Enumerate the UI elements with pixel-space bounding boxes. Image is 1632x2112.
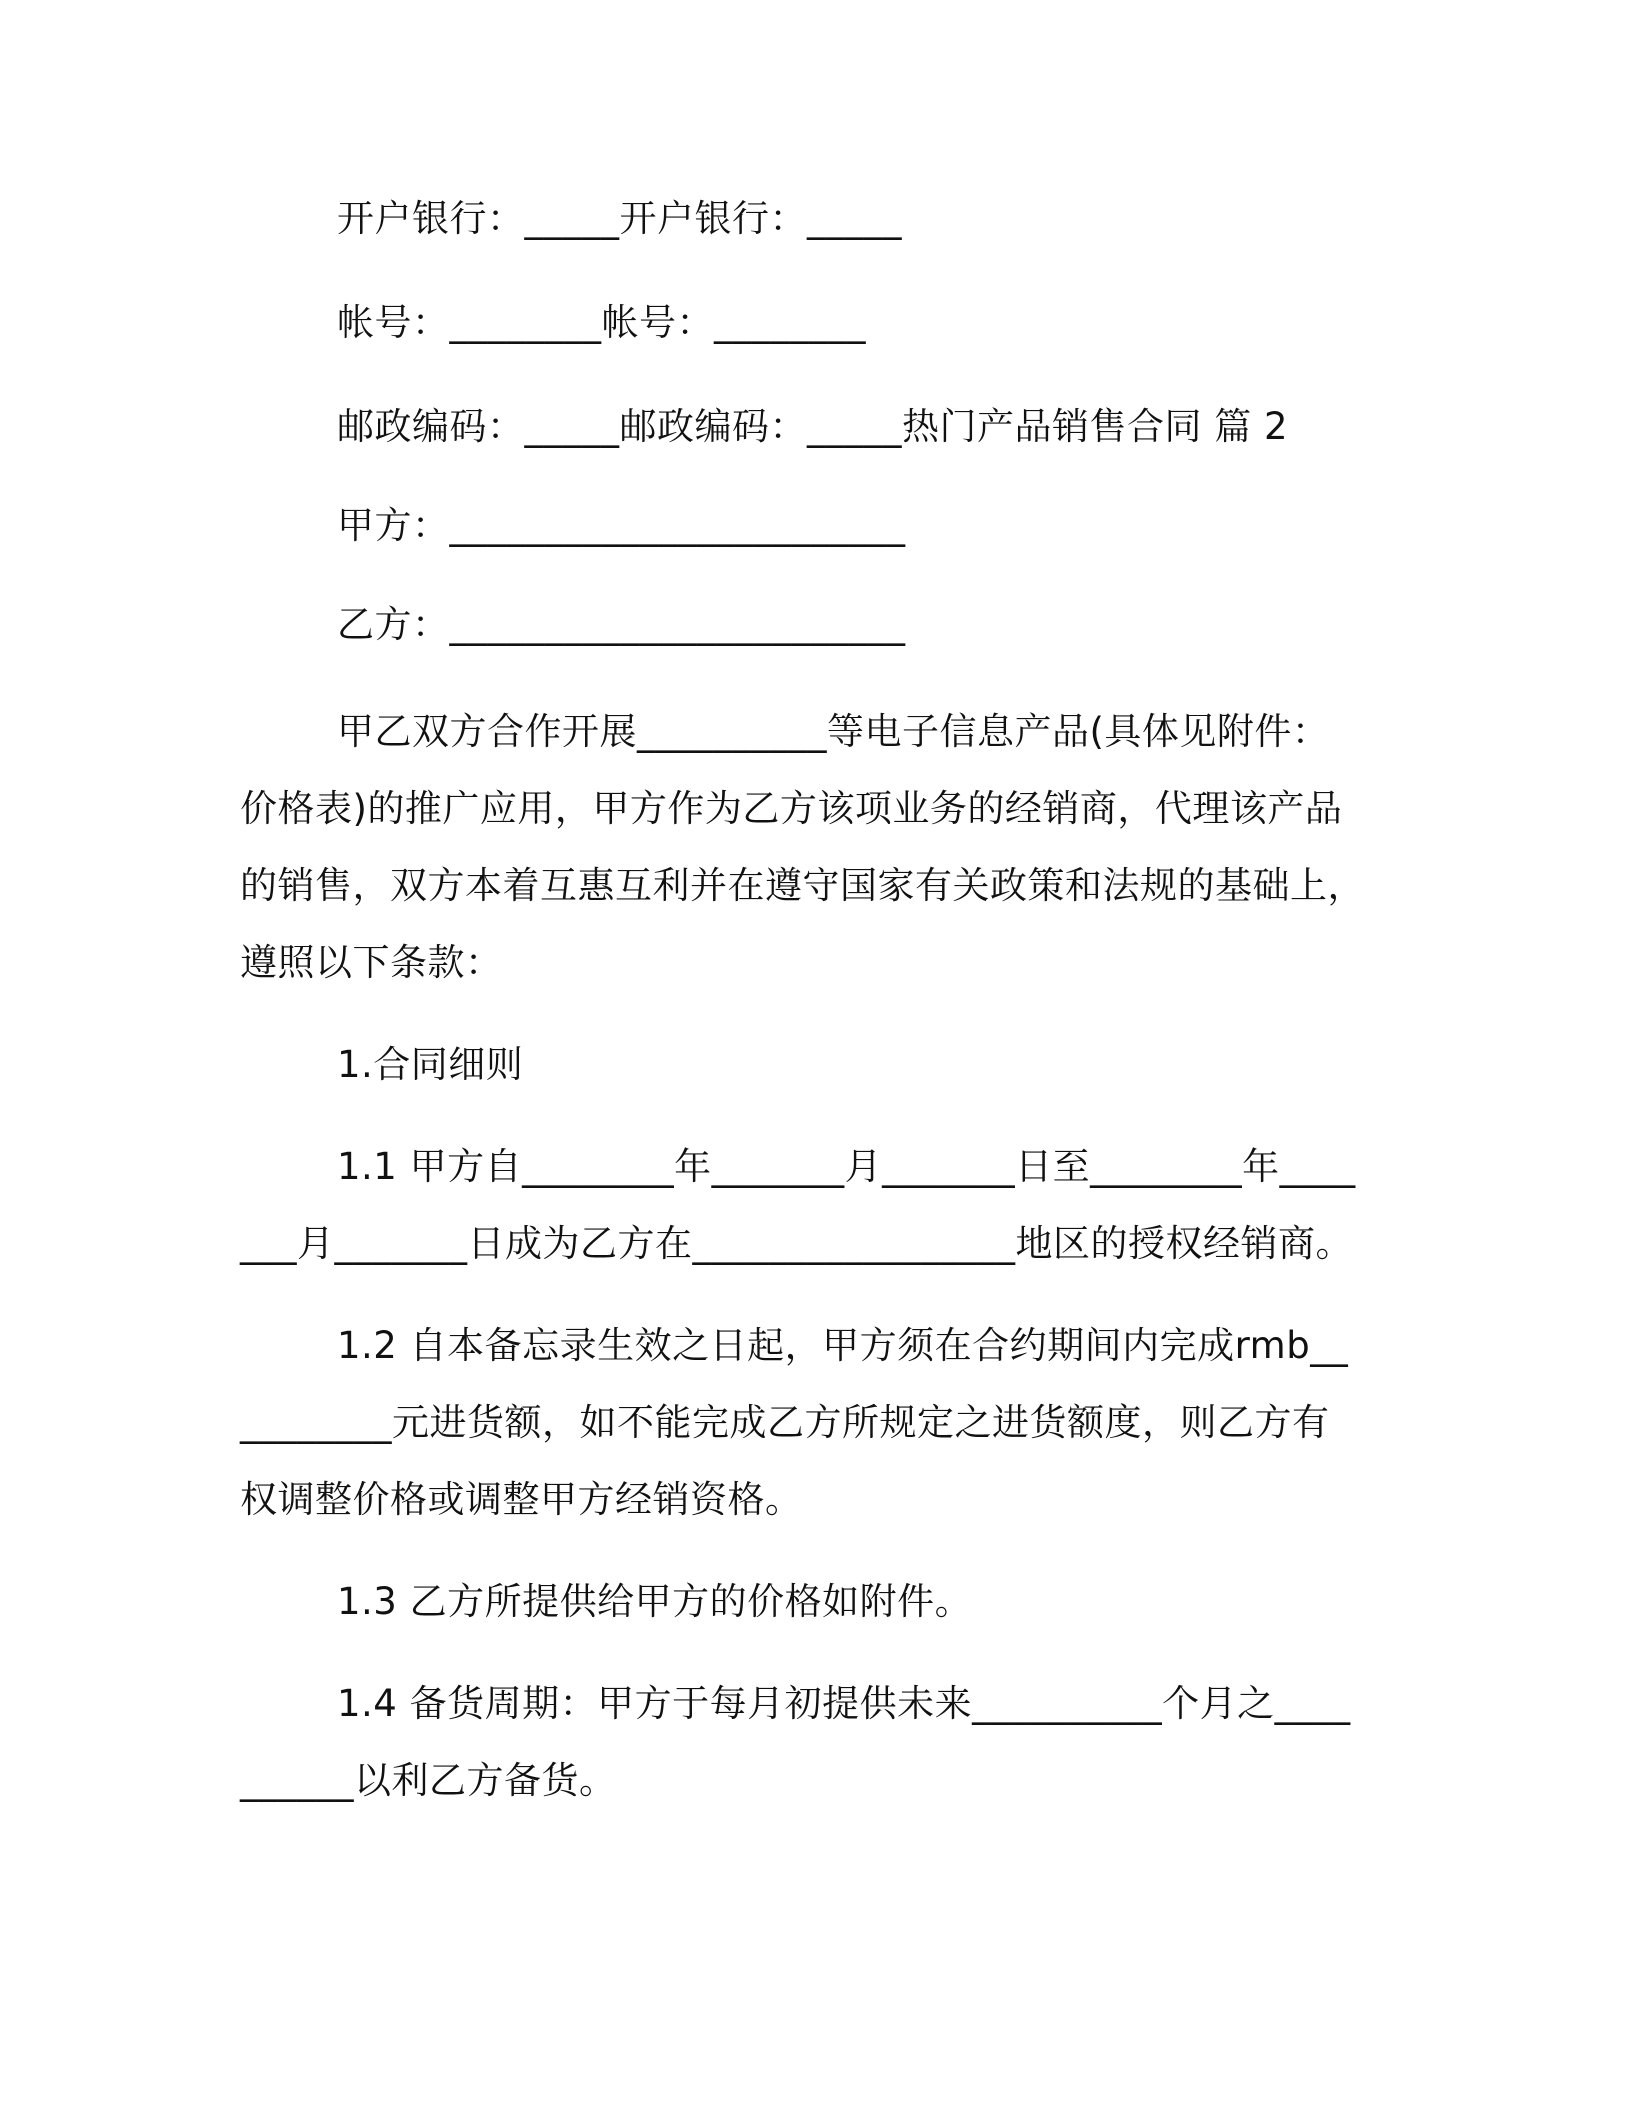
clause-1-3: 1.3 乙方所提供给甲方的价格如附件。 — [337, 1580, 973, 1623]
party-a-line: 甲方：________________________ — [337, 504, 906, 547]
section-title: 1.合同细则 — [337, 1043, 524, 1086]
clause-1-4: 1.4 备货周期：甲方于每月初提供未来__________个月之__________以利乙方备货。 — [240, 1682, 1351, 1802]
intro-paragraph: 甲乙双方合作开展__________等电子信息产品(具体见附件：价格表)的推广应用，甲方作为乙方该项业务的经销商，代理该产品的销售，双方本着互惠互利并在遵守国家有关政策和法规的基础上，遵照以下条款： — [240, 710, 1365, 984]
account-line: 帐号：________帐号：________ — [337, 301, 866, 344]
clause-1-1: 1.1 甲方自________年_______月_______日至________年_______月_______日成为乙方在_________________地区的授权经销商。 — [240, 1145, 1356, 1265]
bank-line: 开户银行：_____开户银行：_____ — [337, 197, 902, 240]
postal-line: 邮政编码：_____邮政编码：_____热门产品销售合同 篇 2 — [337, 405, 1289, 448]
clause-1-2: 1.2 自本备忘录生效之日起，甲方须在合约期间内完成rmb__________元进货额，如不能完成乙方所规定之进货额度，则乙方有权调整价格或调整甲方经销资格。 — [240, 1324, 1349, 1521]
party-b-line: 乙方：________________________ — [337, 603, 906, 646]
document-body — [240, 180, 1366, 1819]
